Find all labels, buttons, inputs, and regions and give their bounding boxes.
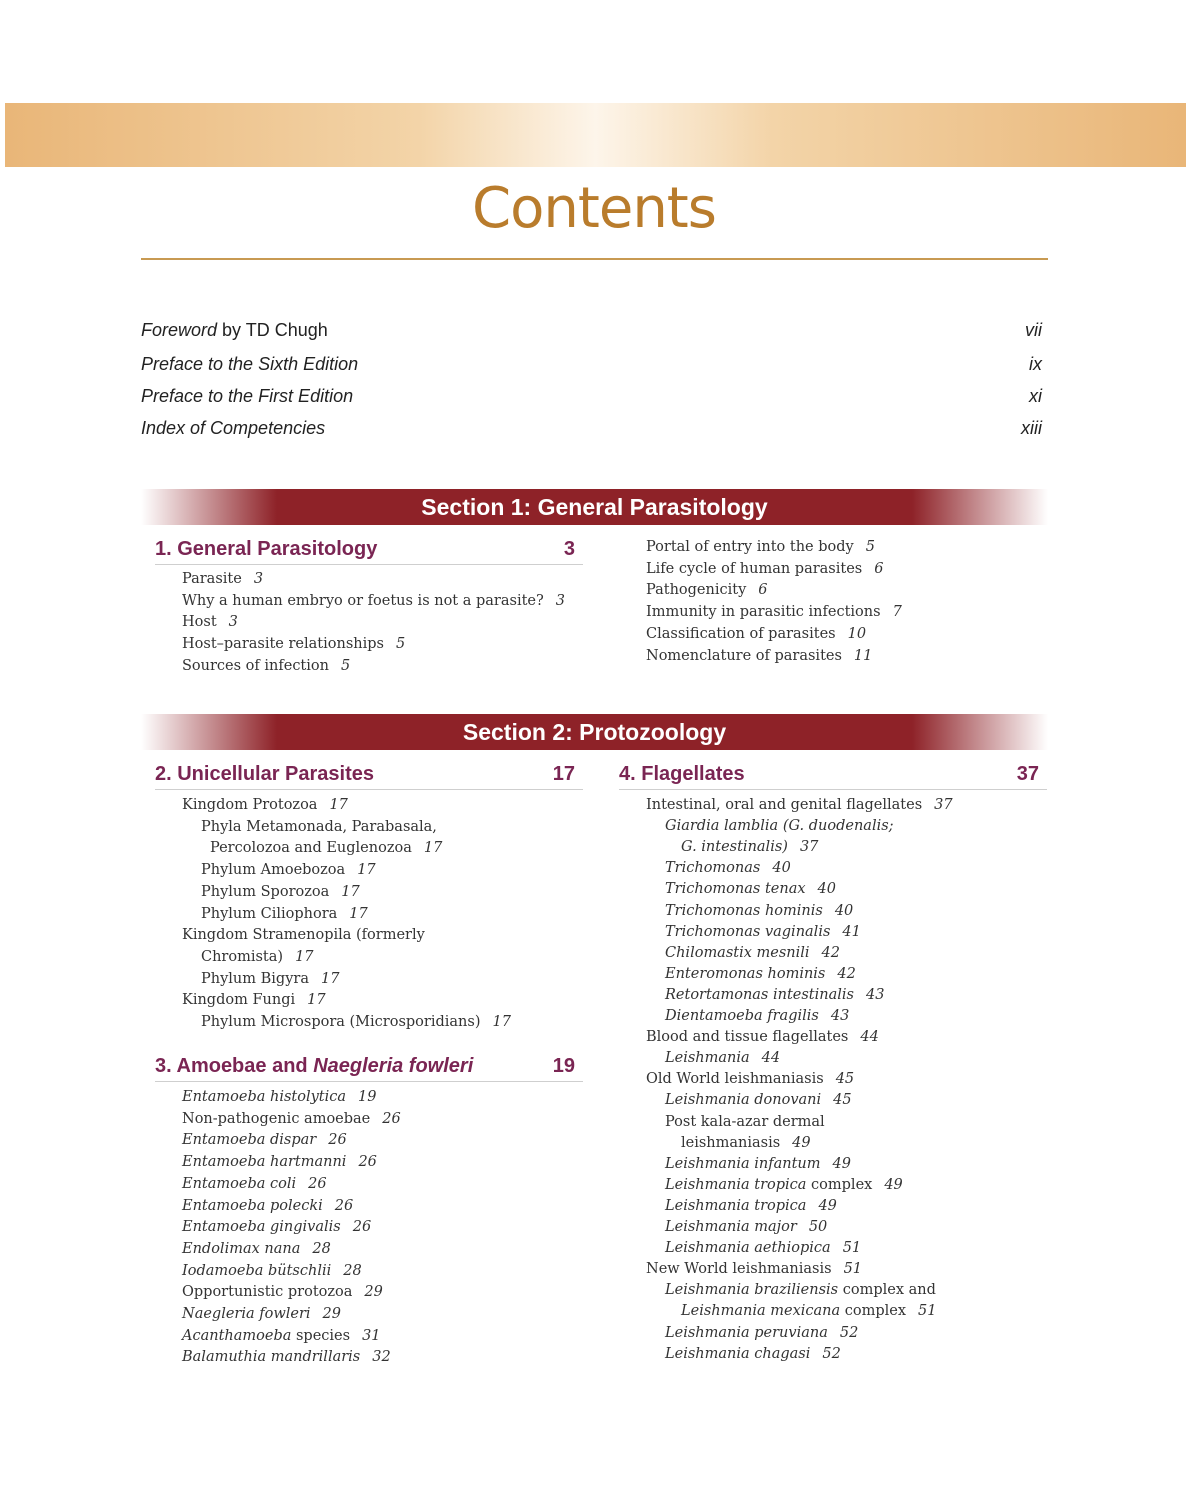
toc-entry-title: Trichomonas vaginalis [665,923,831,940]
toc-entry-title: Parasite [182,571,242,587]
toc-entry-title: Intestinal, oral and genital flagellates [646,797,923,813]
toc-entry-page: 17 [307,992,326,1009]
chapter-4-heading[interactable] [619,763,1039,786]
toc-entry[interactable] [646,582,768,598]
toc-entry-page: 17 [341,883,360,900]
toc-entry-title: Trichomonas [665,860,761,877]
toc-entry-page: 45 [833,1092,852,1109]
toc-entry-title: Iodamoeba bütschlii [182,1262,332,1279]
toc-entry[interactable] [201,884,360,900]
toc-entry-title: Phylum Amoebozoa [201,862,346,879]
toc-entry-title: Chilomastix mesnili [665,944,810,961]
toc-entry-title: Immunity in parasitic infections [646,604,881,621]
toc-entry-page: 43 [830,1008,850,1024]
toc-entry-page: 42 [837,965,856,982]
toc-entry[interactable] [201,949,314,965]
toc-entry-title: Entamoeba coli [182,1175,297,1192]
toc-entry[interactable] [665,860,791,876]
toc-entry-title: Blood and tissue flagellates [646,1029,849,1046]
toc-entry[interactable] [182,1154,377,1170]
toc-entry[interactable] [182,1241,331,1257]
toc-entry-page: 26 [328,1132,347,1149]
toc-entry[interactable] [182,1132,347,1148]
chapter-3-title-italic: Naegleria fowleri [313,1055,474,1077]
front-item-italic: Foreword [141,320,218,340]
toc-entry-page: 3 [555,592,565,609]
toc-entry-title: Entamoeba hartmanni [182,1154,347,1171]
toc-entry-title: Host [182,614,217,631]
toc-entry-title: Leishmania donovani [665,1092,822,1109]
toc-entry-title: Entamoeba polecki [182,1197,323,1214]
chapter-1-title: 1. General Parasitology [155,538,378,560]
toc-entry-page: 6 [874,560,884,577]
toc-entry-title: Acanthamoeba [182,1327,292,1344]
chapter-4-page: 37 [1016,763,1039,785]
toc-entry-title: Leishmania aethiopica [665,1240,831,1257]
toc-entry-title: Giardia lamblia (G. duodenalis; [665,818,894,835]
toc-entry-page: 49 [884,1176,903,1193]
toc-entry-page: 31 [362,1327,381,1344]
toc-entry-title: Phylum Microspora (Microsporidians) [201,1014,481,1030]
toc-entry-title: Endolimax nana [182,1240,301,1257]
toc-entry[interactable] [182,636,405,652]
toc-entry[interactable] [665,1198,837,1214]
toc-entry-title: Leishmania tropica [665,1197,807,1214]
toc-entry-title: Phylum Bigyra [201,970,309,987]
toc-entry-page: 28 [343,1262,362,1279]
toc-entry-title: New World leishmaniasis [646,1261,832,1278]
front-item-page: xiii [1021,418,1042,438]
toc-entry-page: 40 [817,881,836,898]
toc-entry-page: 11 [853,647,873,664]
toc-entry-title: Pathogenicity [646,582,747,599]
toc-entry[interactable] [681,839,818,855]
toc-entry-page: 5 [395,636,406,653]
chapter-1-heading[interactable] [155,538,575,561]
toc-entry-title: Phylum Ciliophora [201,905,338,922]
toc-entry[interactable] [210,840,442,856]
toc-entry-page: 41 [842,923,861,940]
toc-entry[interactable] [182,992,326,1008]
toc-entry[interactable] [182,1284,383,1300]
chapter-1-page: 3 [563,538,575,560]
front-matter-item[interactable] [141,320,1048,341]
toc-entry-title: Non-pathogenic amoebae [182,1110,371,1127]
toc-entry[interactable] [182,797,348,813]
toc-entry[interactable] [182,1306,341,1322]
toc-entry[interactable] [665,1177,903,1193]
toc-entry-page: 26 [334,1197,354,1214]
toc-entry-title: Kingdom Stramenopila (formerly [182,927,425,944]
toc-entry-page: 40 [772,860,791,877]
toc-entry-title: leishmaniasis [681,1134,781,1151]
toc-entry-title: Trichomonas tenax [665,881,806,898]
toc-entry-page: 44 [761,1050,781,1067]
toc-entry[interactable] [665,881,836,897]
toc-entry-page: 17 [320,970,340,987]
toc-entry-page: 3 [228,614,238,631]
toc-entry-page: 43 [865,986,885,1003]
toc-entry-title: Life cycle of human parasites [646,560,863,577]
toc-entry-page: 45 [835,1071,855,1088]
section-1-bar: Section 1: General Parasitology [141,489,1048,525]
toc-entry-page: 6 [758,582,768,599]
front-matter-item[interactable] [141,418,1048,439]
toc-entry-page: 49 [792,1134,811,1151]
chapter-1-rule [155,564,583,565]
toc-entry-title: Host–parasite relationships [182,636,384,653]
toc-entry-page: 17 [492,1014,511,1030]
toc-entry[interactable] [665,945,840,961]
toc-entry-page: 17 [329,797,348,813]
toc-entry[interactable] [182,1263,362,1279]
chapter-3-rule [155,1081,583,1082]
toc-entry-title: Entamoeba gingivalis [182,1219,341,1236]
chapter-2-heading[interactable] [155,763,575,786]
toc-entry[interactable] [646,539,875,555]
toc-entry-page: 17 [349,905,368,922]
title-rule [141,258,1048,260]
chapter-2-title: 2. Unicellular Parasites [155,763,375,785]
toc-entry-page: 5 [865,539,875,555]
toc-entry-title: Naegleria fowleri [182,1306,311,1322]
toc-entry-title: Trichomonas hominis [665,902,823,919]
toc-entry-title: Phyla Metamonada, Parabasala, [201,818,437,835]
chapter-2-rule [155,789,583,790]
toc-entry[interactable] [665,1282,936,1298]
toc-entry-page: 42 [821,944,840,961]
toc-entry-page: 51 [918,1303,937,1320]
toc-entry[interactable] [665,903,853,919]
toc-entry[interactable] [665,1050,780,1066]
toc-entry-title: Leishmania mexicana [681,1303,841,1320]
toc-entry[interactable] [182,1328,381,1344]
toc-entry[interactable] [182,1219,371,1235]
toc-entry-page: 49 [832,1155,851,1172]
toc-entry[interactable] [665,1008,849,1024]
toc-entry[interactable] [201,1014,511,1030]
toc-entry-page: 17 [295,948,314,965]
toc-entry[interactable] [665,1114,825,1130]
toc-entry-page: 5 [340,657,351,674]
toc-entry[interactable] [646,648,872,664]
toc-entry-page: 26 [358,1154,377,1171]
toc-entry[interactable] [201,862,376,878]
toc-entry-page: 26 [382,1110,401,1127]
toc-entry-page: 40 [834,902,854,919]
toc-entry-title: Why a human embryo or foetus is not a parasite? [182,592,544,609]
toc-entry-page: 37 [799,839,819,856]
header-band [5,103,1186,167]
chapter-4-rule [619,789,1047,790]
toc-entry[interactable] [665,1156,851,1172]
toc-entry-title-suffix: complex and [838,1282,936,1299]
toc-entry-page: 50 [808,1219,828,1235]
toc-entry-title: Nomenclature of parasites [646,647,842,664]
toc-entry-title: Percolozoa and Euglenozoa [210,840,412,857]
toc-entry[interactable] [182,1176,327,1192]
toc-entry[interactable] [182,658,350,674]
toc-entry-title: Leishmania major [665,1219,797,1235]
toc-entry-page: 7 [892,604,902,621]
toc-entry[interactable] [665,966,856,982]
toc-entry-title: Balamuthia mandrillaris [182,1349,361,1366]
toc-entry-page: 26 [352,1219,372,1236]
toc-entry-title-suffix: species [291,1327,351,1344]
toc-entry[interactable] [182,1089,376,1105]
toc-entry[interactable] [182,1111,401,1127]
toc-entry-title-suffix: complex [806,1176,873,1193]
toc-entry-page: 17 [423,840,443,857]
toc-entry-page: 44 [860,1029,879,1046]
toc-entry[interactable] [681,1303,937,1319]
toc-entry-title: Dientamoeba fragilis [665,1008,819,1024]
toc-entry[interactable] [646,604,902,620]
toc-entry-title: Enteromonas hominis [665,965,826,982]
toc-entry[interactable] [646,1261,862,1277]
toc-entry-page: 51 [843,1261,863,1278]
toc-entry[interactable] [681,1135,811,1151]
front-item-page: vii [1025,320,1042,340]
toc-entry-title: Leishmania chagasi [665,1345,811,1362]
front-item-italic: Index of Competencies [141,418,326,438]
toc-entry-page: 49 [818,1197,837,1214]
chapter-3-page: 19 [552,1055,575,1077]
front-item-page: xi [1029,386,1042,406]
toc-entry[interactable] [646,626,866,642]
toc-entry[interactable] [665,1092,852,1108]
toc-entry-page: 29 [364,1284,383,1301]
toc-entry-page: 17 [357,862,376,879]
toc-entry-title: Entamoeba histolytica [182,1089,347,1105]
toc-entry[interactable] [646,1029,879,1045]
toc-entry-title: Leishmania infantum [665,1155,821,1172]
toc-entry[interactable] [182,571,263,587]
chapter-3-title-prefix: 3. Amoebae and [155,1055,314,1077]
toc-entry-page: 52 [839,1324,859,1341]
toc-entry[interactable] [665,924,861,940]
toc-entry-title: Leishmania tropica [665,1176,807,1193]
toc-entry[interactable] [201,906,368,922]
toc-entry-title: Portal of entry into the body [646,539,854,555]
toc-entry-page: 32 [372,1349,391,1366]
toc-entry-page: 29 [322,1306,341,1322]
toc-entry[interactable] [182,927,425,943]
toc-entry-title: Retortamonas intestinalis [665,986,854,1003]
front-matter-item[interactable] [141,386,1048,407]
toc-entry-title: Leishmania peruviana [665,1324,828,1341]
toc-entry-page: 3 [253,571,264,587]
toc-entry-title: Phylum Sporozoa [201,883,330,900]
toc-entry-page: 28 [312,1240,331,1257]
toc-entry[interactable] [201,819,437,835]
toc-entry-title: Opportunistic protozoa [182,1284,353,1301]
toc-entry[interactable] [646,561,883,577]
front-matter-item[interactable] [141,354,1048,375]
toc-entry[interactable] [646,797,953,813]
toc-entry-title: Kingdom Fungi [182,992,296,1009]
toc-entry[interactable] [665,987,884,1003]
toc-entry[interactable] [665,1219,827,1235]
toc-entry[interactable] [182,1198,353,1214]
toc-entry-title: Leishmania braziliensis [665,1282,839,1299]
toc-entry[interactable] [665,1346,841,1362]
toc-entry-title: Chromista) [201,948,284,965]
toc-entry-title-suffix: complex [840,1303,907,1320]
chapter-4-title: 4. Flagellates [619,763,745,785]
toc-entry-page: 37 [934,797,953,813]
toc-entry-page: 10 [847,625,867,642]
toc-entry-title: Kingdom Protozoa [182,797,318,813]
toc-entry-title: Sources of infection [182,657,329,674]
chapter-2-page: 17 [552,763,575,785]
section-2-bar: Section 2: Protozoology [141,714,1048,750]
toc-entry[interactable] [182,1349,391,1365]
page-title: Contents [472,176,716,241]
front-item-italic: Preface to the Sixth Edition [141,354,359,374]
toc-entry-title: Leishmania [665,1050,750,1067]
front-item-page: ix [1029,354,1042,374]
toc-entry-page: 26 [308,1175,327,1192]
toc-entry[interactable] [201,971,339,987]
toc-entry-page: 19 [358,1089,377,1105]
toc-entry-title: G. intestinalis) [681,839,788,856]
toc-entry[interactable] [665,818,894,834]
toc-entry-title: Entamoeba dispar [182,1132,317,1149]
toc-entry-page: 52 [822,1345,841,1362]
toc-entry[interactable] [646,1071,854,1087]
chapter-3-heading[interactable] [155,1055,575,1078]
toc-entry[interactable] [665,1240,861,1256]
toc-entry-page: 51 [842,1240,862,1257]
toc-entry[interactable] [182,614,238,630]
front-item-italic: Preface to the First Edition [141,386,354,406]
toc-entry[interactable] [182,593,565,609]
front-item-rest: by TD Chugh [217,320,328,340]
toc-entry-title: Classification of parasites [646,625,836,642]
toc-entry[interactable] [665,1325,858,1341]
toc-entry-title: Old World leishmaniasis [646,1071,824,1088]
toc-entry-title: Post kala-azar dermal [665,1113,825,1130]
